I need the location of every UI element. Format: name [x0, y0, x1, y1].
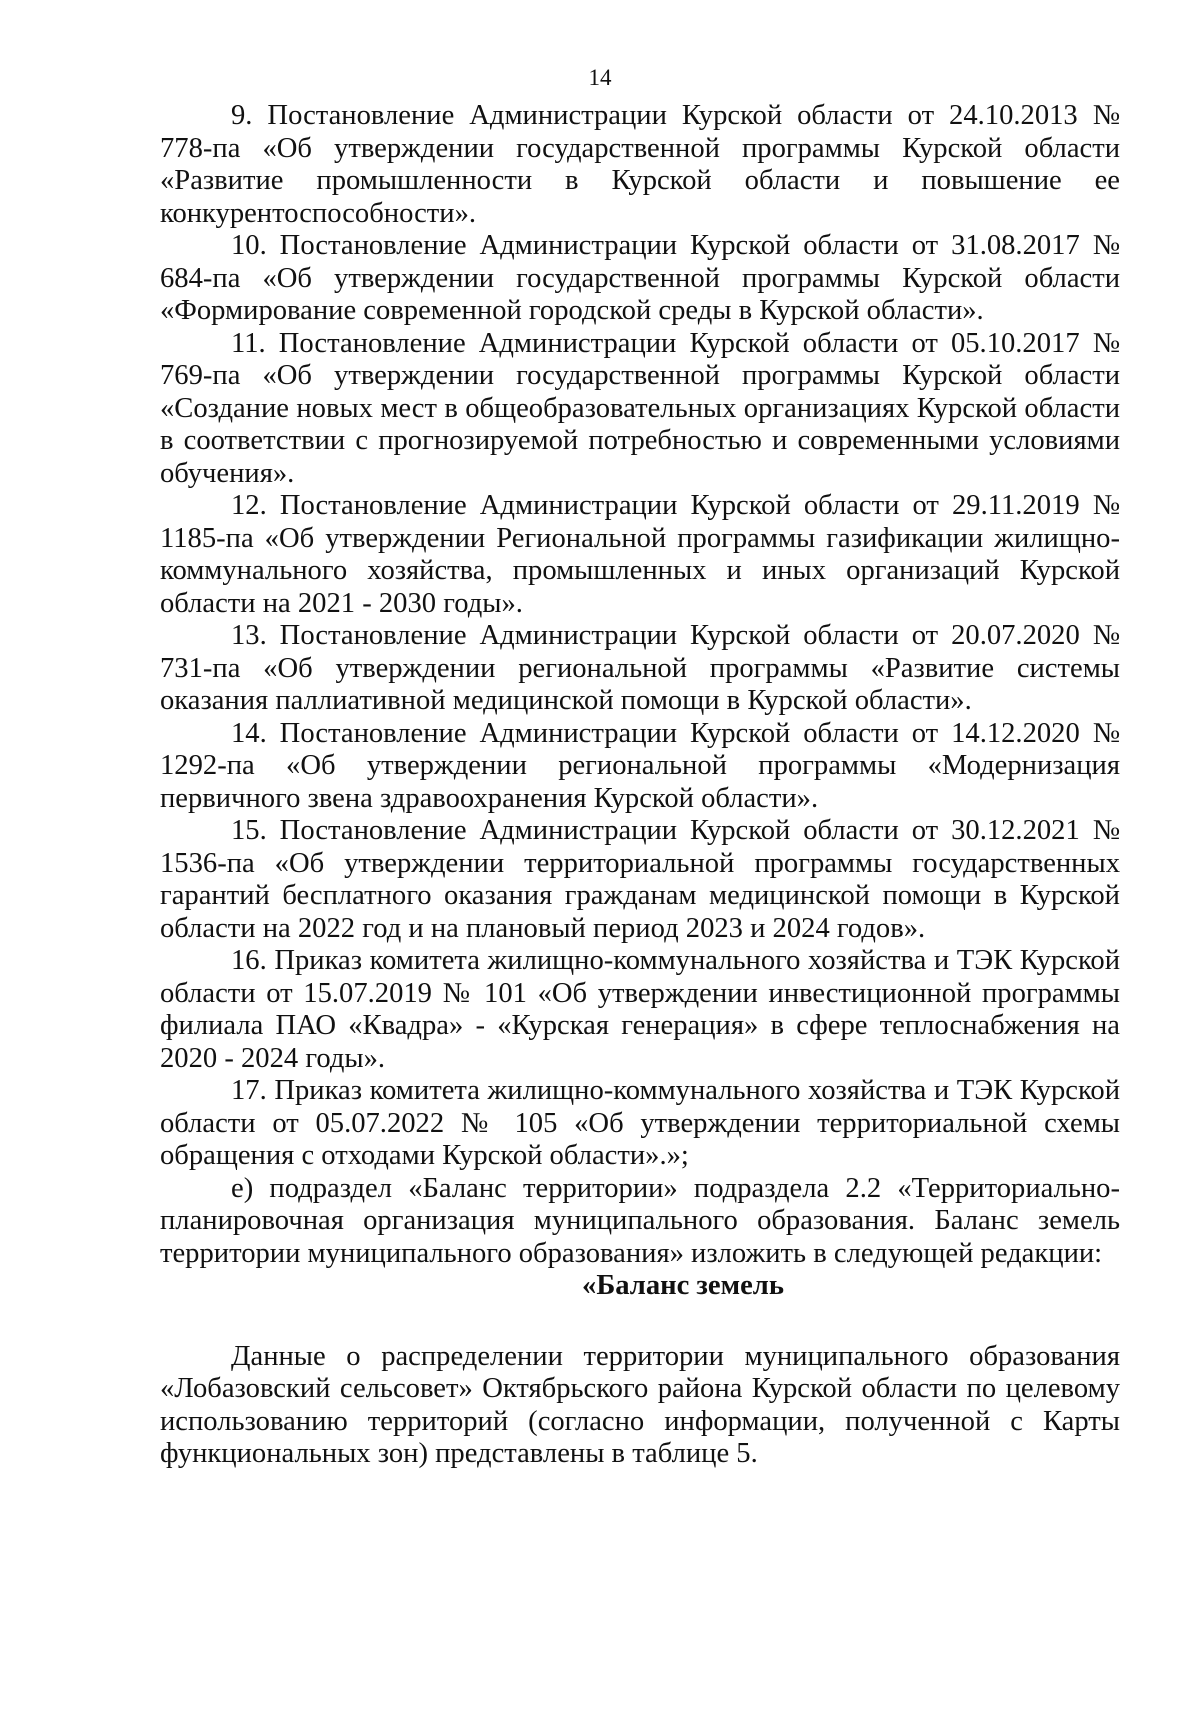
page-number: 14: [588, 65, 612, 90]
section-heading: «Баланс земель: [582, 1270, 784, 1301]
paragraph-subsection-e: е) подраздел «Баланс территории» подраздела 2.2 «Территориально-планировочная организация муниципального образования. Баланс земель территории муниципального образования» изложить в следующей редакции:: [160, 1172, 1120, 1269]
paragraph-item-16: 16. Приказ комитета жилищно-коммунального хозяйства и ТЭК Курской области от 15.07.2019 № 101 «Об утверждении инвестиционной программы филиала ПАО «Квадра» - «Курская генерация» в сфере теплоснабжения на 2020 - 2024 годы».: [160, 945, 1120, 1074]
paragraph-item-12: 12. Постановление Администрации Курской области от 29.11.2019 № 1185-па «Об утверждении Региональной программы газификации жилищно-коммунального хозяйства, промышленных и иных организаций Курской области на 2021 - 2030 годы».: [160, 490, 1120, 619]
paragraph-item-17: 17. Приказ комитета жилищно-коммунального хозяйства и ТЭК Курской области от 05.07.2022 № 105 «Об утверждении территориальной схемы обращения с отходами Курской области».»;: [160, 1075, 1120, 1171]
paragraph-item-11: 11. Постановление Администрации Курской области от 05.10.2017 № 769-па «Об утверждении государственной программы Курской области «Создание новых мест в общеобразовательных организациях Курской области в соответствии с прогнозируемой потребностью и современными условиями обучения».: [160, 327, 1120, 489]
paragraph-item-14: 14. Постановление Администрации Курской области от 14.12.2020 № 1292-па «Об утверждении региональной программы «Модернизация первичного звена здравоохранения Курской области».: [160, 717, 1120, 814]
document-body: [160, 100, 1120, 1471]
paragraph-item-9: 9. Постановление Администрации Курской области от 24.10.2013 № 778-па «Об утверждении государственной программы Курской области «Развитие промышленности в Курской области и повышение ее конкурентоспособности».: [160, 100, 1120, 229]
heading-spacer: [160, 1303, 1120, 1341]
paragraph-item-10: 10. Постановление Администрации Курской области от 31.08.2017 № 684-па «Об утверждении государственной программы Курской области «Формирование современной городской среды в Курской области».: [160, 230, 1120, 326]
paragraph-item-15: 15. Постановление Администрации Курской области от 30.12.2021 № 1536-па «Об утверждении территориальной программы государственных гарантий бесплатного оказания гражданам медицинской помощи в Курской области на 2022 год и на плановый период 2023 и 2024 годов».: [160, 815, 1120, 944]
paragraph-item-13: 13. Постановление Администрации Курской области от 20.07.2020 № 731-па «Об утверждении региональной программы «Развитие системы оказания паллиативной медицинской помощи в Курской области».: [160, 620, 1120, 716]
closing-paragraph: Данные о распределении территории муниципального образования «Лобазовский сельсовет» Октябрьского района Курской области по целевому использованию территорий (согласно информации, полученной с Карты функциональных зон) представлены в таблице 5.: [160, 1340, 1120, 1469]
